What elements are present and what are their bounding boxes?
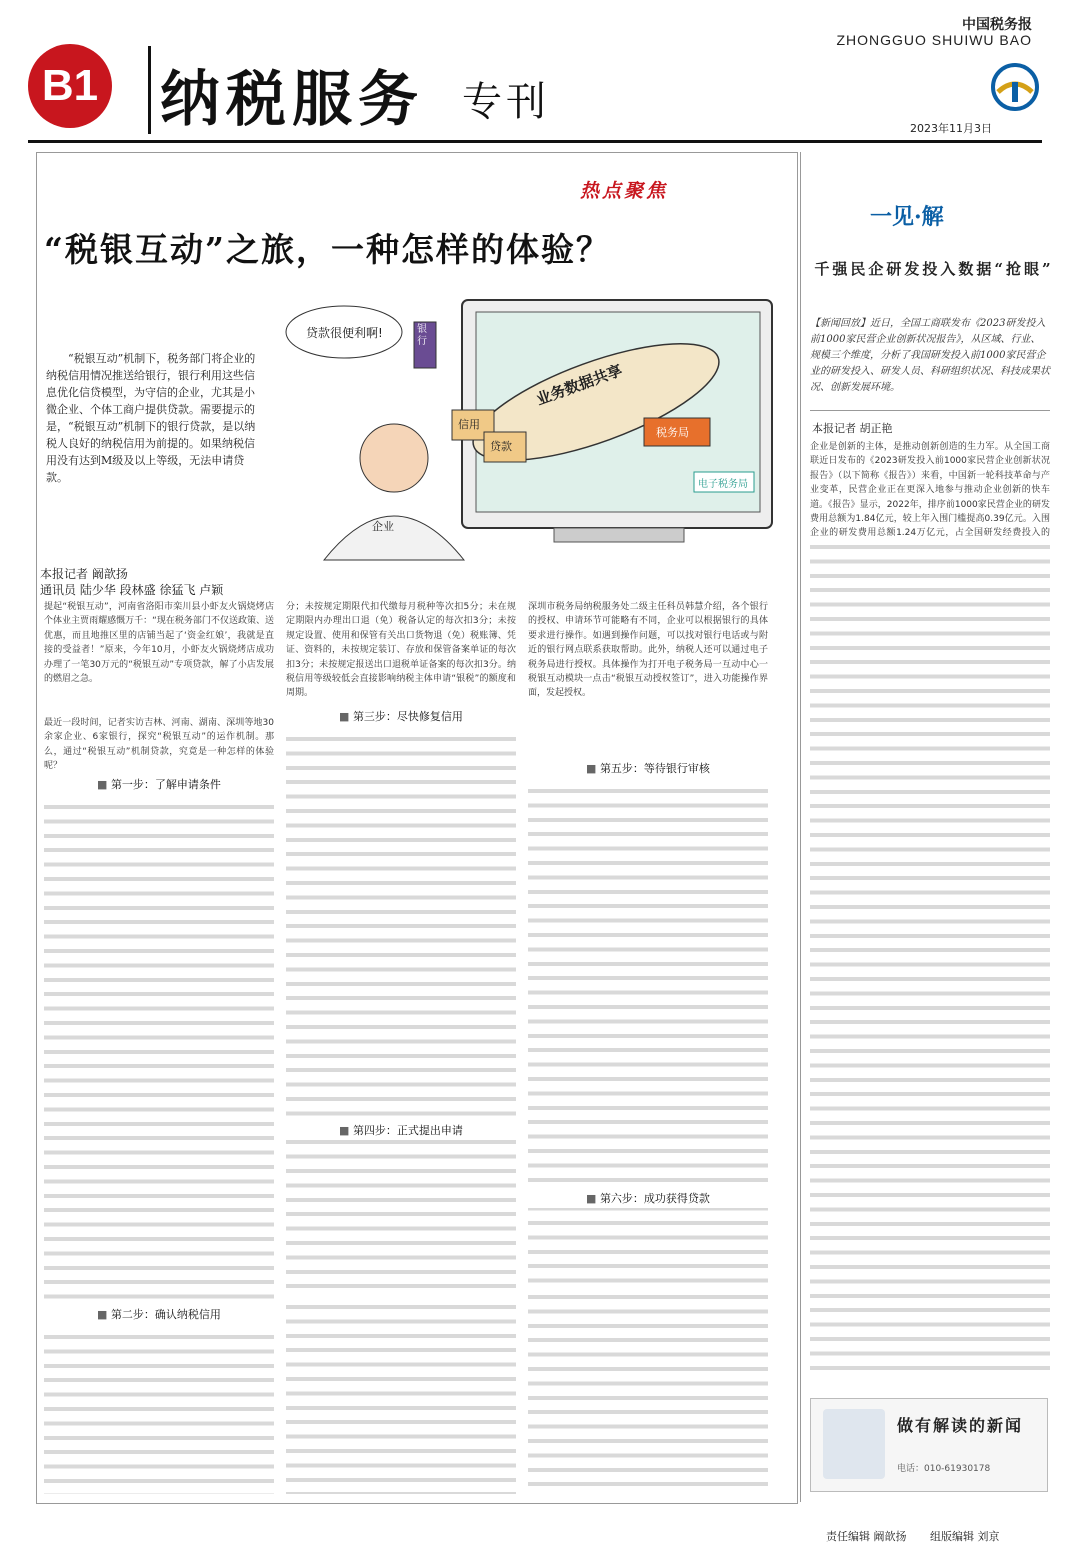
loan-label: 贷款 (490, 440, 512, 453)
correspondent-line: 通讯员 陆少华 段林盛 徐猛飞 卢颖 (40, 583, 224, 597)
data-share-label: 业务数据共享 (533, 361, 625, 409)
issue-date: 2023年11月3日 (910, 122, 992, 135)
news-review: 【新闻回放】近日，全国工商联发布《2023研发投入前1000家民营企业创新状况报告》，从区域、行业、规模三个维度，分析了我国研发投入前1000家民营企业的研发投入、研发人员、科研组织状况、科技成果状况、创新发展环境。 (810, 318, 1050, 393)
col2-body-text (286, 732, 516, 1292)
section-subtitle: 专刊 (462, 79, 550, 125)
sidebar-author: 本报记者 胡正艳 (812, 422, 893, 435)
section-heading-4: ■ 第四步：正式提出申请 (286, 1122, 516, 1140)
promo-box (810, 1398, 1048, 1492)
bank-label: 银行 (417, 324, 427, 347)
e-tax-label: 电子税务局 (698, 479, 748, 490)
footer-editor: 责任编辑 阚歆扬 (826, 1530, 907, 1543)
section-heading-5: ■ 第五步：等待银行审核 (528, 760, 768, 778)
col3-body-text (528, 784, 768, 1284)
col3-body-text-2 (528, 1290, 768, 1494)
headline: “税银互动”之旅，一种怎样的体验？ (44, 230, 611, 269)
credit-label: 信用 (458, 418, 480, 431)
reporter-line: 本报记者 阚歆扬 (40, 567, 128, 581)
tax-emblem-icon (990, 62, 1040, 112)
col2-body-text-2 (286, 1300, 516, 1494)
intro-text: “税银互动”机制下，税务部门将企业的纳税信用情况推送给银行，银行利用这些信息优化信贷模型，为守信的企业，尤其是小微企业、个体工商户提供贷款。需要提示的是，“税银互动”机制下的银行贷款，是以纳税人良好的纳税信用为前提的。如果纳税信用没有达到M级及以上等级，无法申请贷款。 (46, 352, 256, 484)
promo-contact: 电话：010-61930178 (897, 1464, 991, 1474)
footer-layout: 组版编辑 刘京 (930, 1530, 1000, 1543)
lead-paragraph: 提起“税银互动”，河南省洛阳市栾川县小虾友火锅烧烤店个体业主贾雨耀感慨万千：“现在税务部门不仅送政策、送优惠，而且地推区里的店铺当起了‘资金红娘’，我就是直接的受益者！”原来，今年10月，小虾友火锅烧烤店成功办理了一笔30万元的“税银互动”专项贷款，解了小店发展的燃眉之急。 (44, 602, 274, 685)
column-tag: 热点聚焦 (580, 180, 669, 202)
page-code-badge: B1 (28, 44, 112, 128)
sidebar-column-logo: 一见·解 (870, 204, 944, 230)
col3-paragraph: 深圳市税务局纳税服务处二级主任科员韩慧介绍，各个银行的授权、申请环节可能略有不同，企业可以根据银行的具体要求进行操作。如遇到操作问题，可以找对银行电话或与附近的银行网点联系获取帮助。此外，纳税人还可以通过电子税务局进行授权。具体操作为打开电子税务局一互动中心一税银互动模块一点击“税银互动授权签订”，进入功能操作界面，发起授权。 (528, 602, 768, 699)
columnist-avatar (823, 1409, 885, 1479)
sidebar-lead-text: 企业是创新的主体，是推动创新创造的生力军。从全国工商联近日发布的《2023研发投入前1000家民营企业创新状况报告》（以下简称《报告》）来看，中国新一轮科技革命与产业变革，民营企业正在更深入地参与推动企业创新的快车道。《报告》显示，2022年，排序前1000家民营企业的研发费用总额为1.84亿元，较上年入围门槛提高0.39亿元。入围企业的研发费用总额1.24万亿元，占全国研发经费投入的 (810, 442, 1050, 539)
masthead-rule (28, 140, 1042, 143)
paper-pinyin: ZHONGGUO SHUIWU BAO (836, 32, 1032, 48)
section-heading-3: ■ 第三步：尽快修复信用 (286, 708, 516, 726)
section-heading-6: ■ 第六步：成功获得贷款 (528, 1190, 768, 1208)
masthead-divider (148, 46, 151, 134)
col2-paragraph: 分；未按规定期限代扣代缴每月税种等次扣5分；未在规定期限内办理出口退（免）税备认定的每次扣3分；未按规定设置、使用和保管有关出口货物退（免）税账簿、凭证、资料的，未按规定装订、存放和保管备案单证的每次扣3分；未按规定报送出口退税单证备案的每次扣3分。纳税信用等级较低会直接影响纳税主体申请“银税”的额度和周期。 (286, 602, 516, 699)
byline (40, 566, 223, 598)
company-label: 企业 (372, 520, 394, 533)
sidebar-headline: 千强民企研发投入数据“抢眼” (814, 260, 1054, 278)
section-title: 纳税服务 (160, 65, 424, 135)
tax-bureau-label: 税务局 (656, 426, 689, 439)
section-heading-2: ■ 第二步：确认纳税信用 (44, 1306, 274, 1324)
sidebar-body-text (810, 540, 1050, 1380)
col1-body-text (44, 800, 274, 1300)
illustration (284, 282, 784, 560)
sidebar-rule (810, 410, 1050, 411)
col1-paragraph: 最近一段时间，记者实访吉林、河南、湖南、深圳等地30余家企业、6家银行，探究“税银互动”的运作机制。那么，通过“税银互动”机制贷款，究竟是一种怎样的体验呢？ (44, 718, 274, 772)
col1-body-text-2 (44, 1330, 274, 1494)
speech-bubble-text: 贷款很便利啊! (306, 326, 383, 340)
paper-name: 中国税务报 (962, 17, 1032, 33)
sidebar-divider (800, 152, 801, 1502)
section-heading-1: ■ 第一步：了解申请条件 (44, 776, 274, 794)
promo-slogan: 做有解读的新闻 (897, 1416, 1024, 1435)
